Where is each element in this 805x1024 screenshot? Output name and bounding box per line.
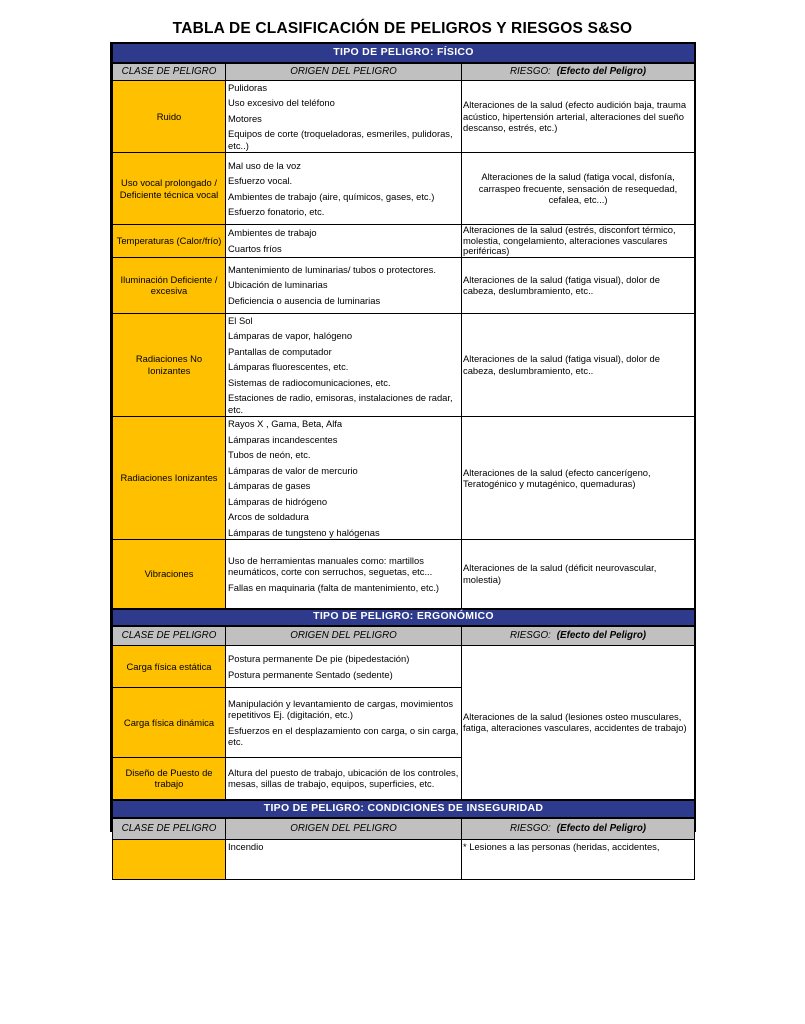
riesgo-cell: Alteraciones de la salud (fatiga visual), dolor de cabeza, deslumbramiento, etc.. (462, 313, 695, 417)
origen-cell (226, 540, 462, 609)
hazard-table (112, 42, 695, 880)
section-header-fisico (113, 43, 695, 63)
column-header-origen: ORIGEN DEL PELIGRO (226, 626, 462, 646)
origen-cell (226, 153, 462, 225)
origen-item: Equipos de corte (troqueladoras, esmeriles, pulidoras, etc..) (228, 128, 453, 151)
table-row (113, 840, 695, 880)
origen-item: Esfuerzo fonatorio, etc. (228, 206, 325, 217)
page-title: TABLA DE CLASIFICACIÓN DE PELIGROS Y RIESGOS S&SO (172, 20, 633, 37)
origen-cell (226, 646, 462, 688)
column-header-row (113, 818, 695, 840)
table-row (113, 313, 695, 417)
table-row (113, 540, 695, 609)
clase-cell: Diseño de Puesto de trabajo (113, 758, 226, 800)
origen-item: Ubicación de luminarias (228, 279, 328, 291)
origen-item: El Sol (228, 314, 253, 326)
table-row (113, 225, 695, 258)
section-header-ergonomico (113, 609, 695, 626)
origen-item: Lámparas de tungsteno y halógenas (228, 526, 380, 538)
origen-item: Deficiencia o ausencia de luminarias (228, 294, 381, 306)
origen-item: Rayos X , Gama, Beta, Alfa (228, 418, 343, 429)
clase-cell: Vibraciones (113, 540, 226, 609)
riesgo-cell: Alteraciones de la salud (estrés, disconfort térmico, molestia, congelamiento, alteraciones vasculares periféricas) (462, 225, 695, 258)
riesgo-cell: * Lesiones a las personas (heridas, accidentes, (462, 840, 695, 880)
table-row (113, 646, 695, 688)
clase-cell: Ruido (113, 80, 226, 153)
clase-cell: Uso vocal prolongado / Deficiente técnica vocal (113, 153, 226, 225)
origen-item: Manipulación y levantamiento de cargas, movimientos repetitivos Ej. (digitación, etc.) (228, 697, 454, 720)
origen-item: Esfuerzo vocal. (228, 175, 293, 186)
origen-item: Uso de herramientas manuales como: martillos neumáticos, corte con serruchos, seguetas, etc... (228, 554, 433, 577)
column-header-origen: ORIGEN DEL PELIGRO (226, 63, 462, 80)
riesgo-label: RIESGO: (509, 823, 551, 834)
origen-item: Lámparas de gases (228, 480, 311, 491)
origen-cell (226, 80, 462, 153)
origen-item: Lámparas de hidrógeno (228, 495, 328, 507)
origen-cell (226, 313, 462, 417)
clase-cell (113, 840, 226, 880)
riesgo-cell: Alteraciones de la salud (fatiga visual), dolor de cabeza, deslumbramiento, etc.. (462, 257, 695, 313)
hazard-table-sheet (110, 42, 696, 852)
column-header-row (113, 63, 695, 80)
section-title: TIPO DE PELIGRO: FÍSICO (113, 43, 695, 63)
origen-item: Altura del puesto de trabajo, ubicación de los controles, mesas, sillas de trabajo, equipos, superficies, etc. (228, 766, 459, 790)
column-header-riesgo (462, 818, 695, 840)
origen-item: Pantallas de computador (228, 345, 332, 357)
origen-item: Cuartos fríos (228, 242, 282, 254)
origen-item: Lámparas de valor de mercurio (228, 464, 358, 476)
riesgo-label: RIESGO: (509, 630, 551, 641)
origen-cell (226, 840, 462, 880)
column-header-origen: ORIGEN DEL PELIGRO (226, 818, 462, 840)
origen-item: Postura permanente Sentado (sedente) (228, 668, 393, 680)
clase-cell: Carga física dinámica (113, 688, 226, 758)
clase-cell: Radiaciones No Ionizantes (113, 313, 226, 417)
clase-cell: Radiaciones Ionizantes (113, 417, 226, 540)
origen-cell (226, 688, 462, 758)
origen-item: Ambientes de trabajo (aire, químicos, gases, etc.) (228, 190, 435, 202)
column-header-clase: CLASE DE PELIGRO (113, 818, 226, 840)
section-header-inseguridad (113, 800, 695, 818)
riesgo-label: RIESGO: (509, 66, 551, 77)
origen-cell (226, 417, 462, 540)
riesgo-cell: Alteraciones de la salud (lesiones osteo musculares, fatiga, alteraciones vasculares, accidentes de trabajo) (462, 646, 695, 800)
clase-cell: Temperaturas (Calor/frío) (113, 225, 226, 258)
efecto-label: (Efecto del Peligro) (556, 823, 647, 834)
origen-item: Postura permanente De pie (bipedestación) (228, 653, 410, 664)
clase-cell: Carga física estática (113, 646, 226, 688)
origen-item: Arcos de soldadura (228, 511, 309, 522)
riesgo-cell: Alteraciones de la salud (déficit neurovascular, molestia) (462, 540, 695, 609)
column-header-row (113, 626, 695, 646)
table-row (113, 153, 695, 225)
column-header-riesgo (462, 626, 695, 646)
origen-item: Mantenimiento de luminarias/ tubos o protectores. (228, 263, 436, 275)
efecto-label: (Efecto del Peligro) (556, 66, 647, 77)
efecto-label: (Efecto del Peligro) (556, 630, 647, 641)
origen-cell (226, 758, 462, 800)
table-row (113, 417, 695, 540)
table-row (113, 80, 695, 153)
origen-item: Uso excesivo del teléfono (228, 97, 335, 108)
riesgo-cell: Alteraciones de la salud (efecto audición baja, trauma acústico, hipertensión arterial, alteraciones del sueño descanso, estrés, etc.) (462, 80, 695, 153)
origen-cell (226, 225, 462, 258)
riesgo-cell: Alteraciones de la salud (fatiga vocal, disfonía, carraspeo frecuente, sensación de resequedad, cefalea, etc...) (462, 153, 695, 225)
column-header-clase: CLASE DE PELIGRO (113, 626, 226, 646)
section-title: TIPO DE PELIGRO: ERGONÓMICO (113, 609, 695, 626)
origen-item: Lámparas de vapor, halógeno (228, 330, 353, 341)
table-row (113, 257, 695, 313)
origen-item: Lámparas fluorescentes, etc. (228, 361, 349, 372)
origen-item: Sistemas de radiocomunicaciones, etc. (228, 376, 391, 388)
clase-cell: Iluminación Deficiente / excesiva (113, 257, 226, 313)
origen-item: Fallas en maquinaria (falta de mantenimiento, etc.) (228, 581, 440, 593)
origen-item: Incendio (228, 841, 264, 852)
origen-item: Lámparas incandescentes (228, 433, 338, 445)
section-title: TIPO DE PELIGRO: CONDICIONES DE INSEGURIDAD (113, 800, 695, 818)
origen-item: Motores (228, 112, 262, 124)
column-header-clase: CLASE DE PELIGRO (113, 63, 226, 80)
origen-item: Tubos de neón, etc. (228, 449, 311, 460)
origen-item: Estaciones de radio, emisoras, instalaciones de radar, etc. (228, 392, 453, 415)
origen-item: Ambientes de trabajo (228, 227, 317, 239)
origen-item: Pulidoras (228, 81, 268, 93)
origen-cell (226, 257, 462, 313)
origen-item: Esfuerzos en el desplazamiento con carga, o sin carga, etc. (228, 724, 459, 747)
origen-item: Mal uso de la voz (228, 159, 301, 171)
riesgo-cell: Alteraciones de la salud (efecto cancerígeno, Teratogénico y mutagénico, quemaduras) (462, 417, 695, 540)
column-header-riesgo (462, 63, 695, 80)
